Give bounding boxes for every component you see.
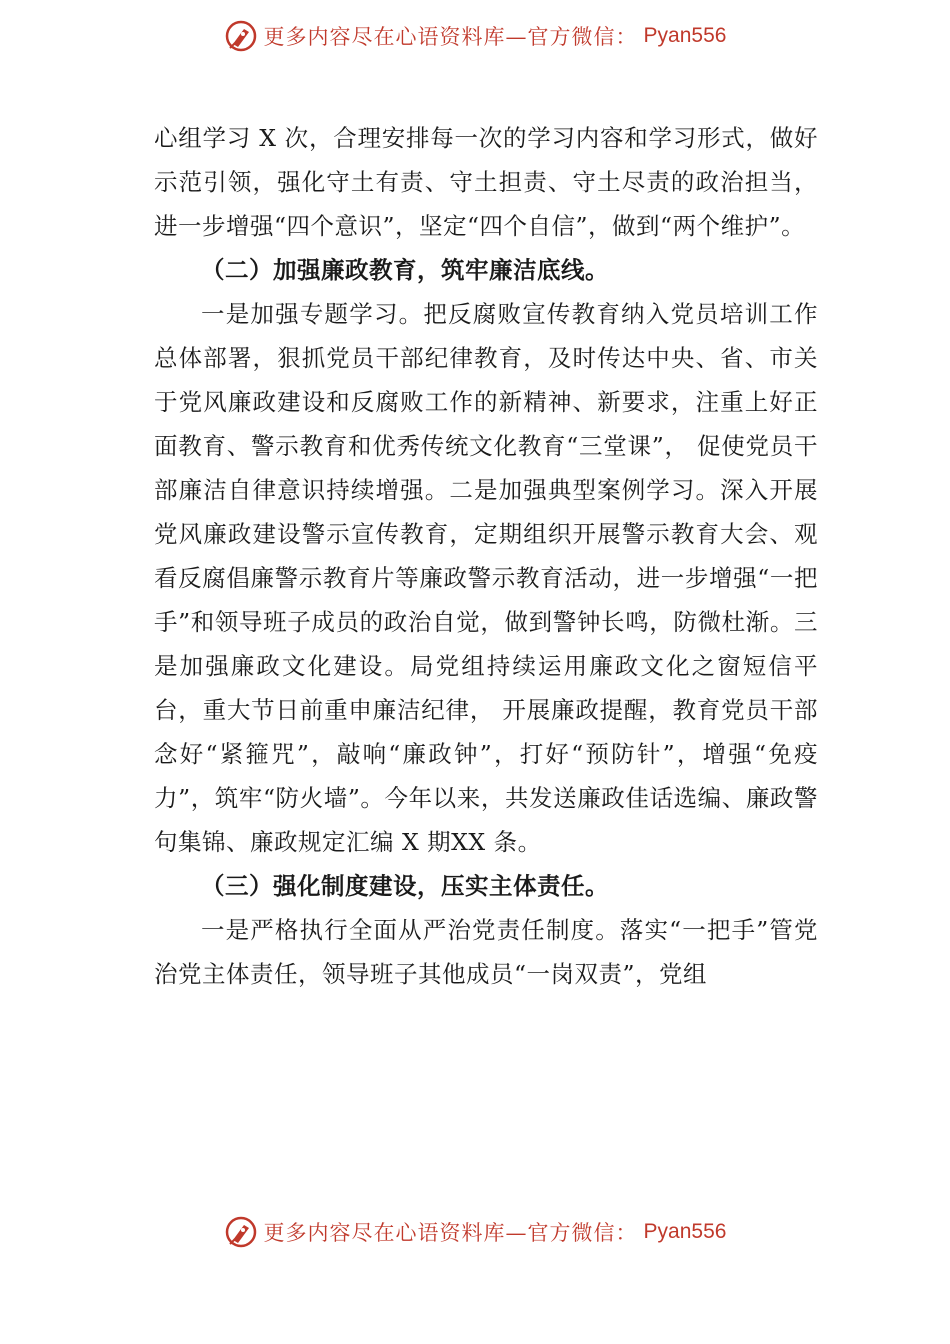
paragraph: 一是严格执行全面从严治党责任制度。落实“一把手”管党治党主体责任，领导班子其他成员“一岗双责”，党组: [154, 916, 818, 988]
footer-banner: [0, 1212, 950, 1252]
paragraph: 一是加强专题学习。把反腐败宣传教育纳入党员培训工作总体部署，狠抓党员干部纪律教育，及时传达中央、省、市关于党风廉政建设和反腐败工作的新精神、新要求，注重上好正面教育、警示教育和优秀传统文化教育“三堂课”， 促使党员干部廉洁自律意识持续增强。二是加强典型案例学习。深入开展党风廉政建设警示宣传教育，定期组织开展警示教育大会、观看反腐倡廉警示教育片等廉政警示教育活动，进一步增强“一把手”和领导班子成员的政治自觉，做到警钟长鸣，防微杜渐。三是加强廉政文化建设。局党组持续运用廉政文化之窗短信平台，重大节日前重申廉洁纪律， 开展廉政提醒，教育党员干部念好“紧箍咒”，敲响“廉政钟”，打好“预防针”，增强“免疫力”，筑牢“防火墙”。今年以来，共发送廉政佳话选编、廉政警句集锦、廉政规定汇编 X 期XX 条。: [154, 300, 818, 856]
banner-text: 更多内容尽在心语资料库—官方微信：: [263, 25, 638, 49]
header-banner: [0, 16, 950, 56]
section-heading: （二）加强廉政教育，筑牢廉洁底线。: [201, 256, 609, 284]
section-heading: （三）强化制度建设，压实主体责任。: [201, 872, 609, 900]
document-body: [154, 116, 818, 996]
banner-account: Pyan556: [643, 24, 727, 47]
pen-nib-logo-icon: [224, 1215, 258, 1249]
banner-text: 更多内容尽在心语资料库—官方微信：: [263, 1221, 638, 1245]
pen-nib-logo-icon: [224, 19, 258, 53]
paragraph: 心组学习 X 次，合理安排每一次的学习内容和学习形式，做好示范引领，强化守土有责、守土担责、守土尽责的政治担当，进一步增强“四个意识”，坚定“四个自信”，做到“两个维护”。: [154, 124, 818, 240]
banner-account: Pyan556: [643, 1220, 727, 1243]
